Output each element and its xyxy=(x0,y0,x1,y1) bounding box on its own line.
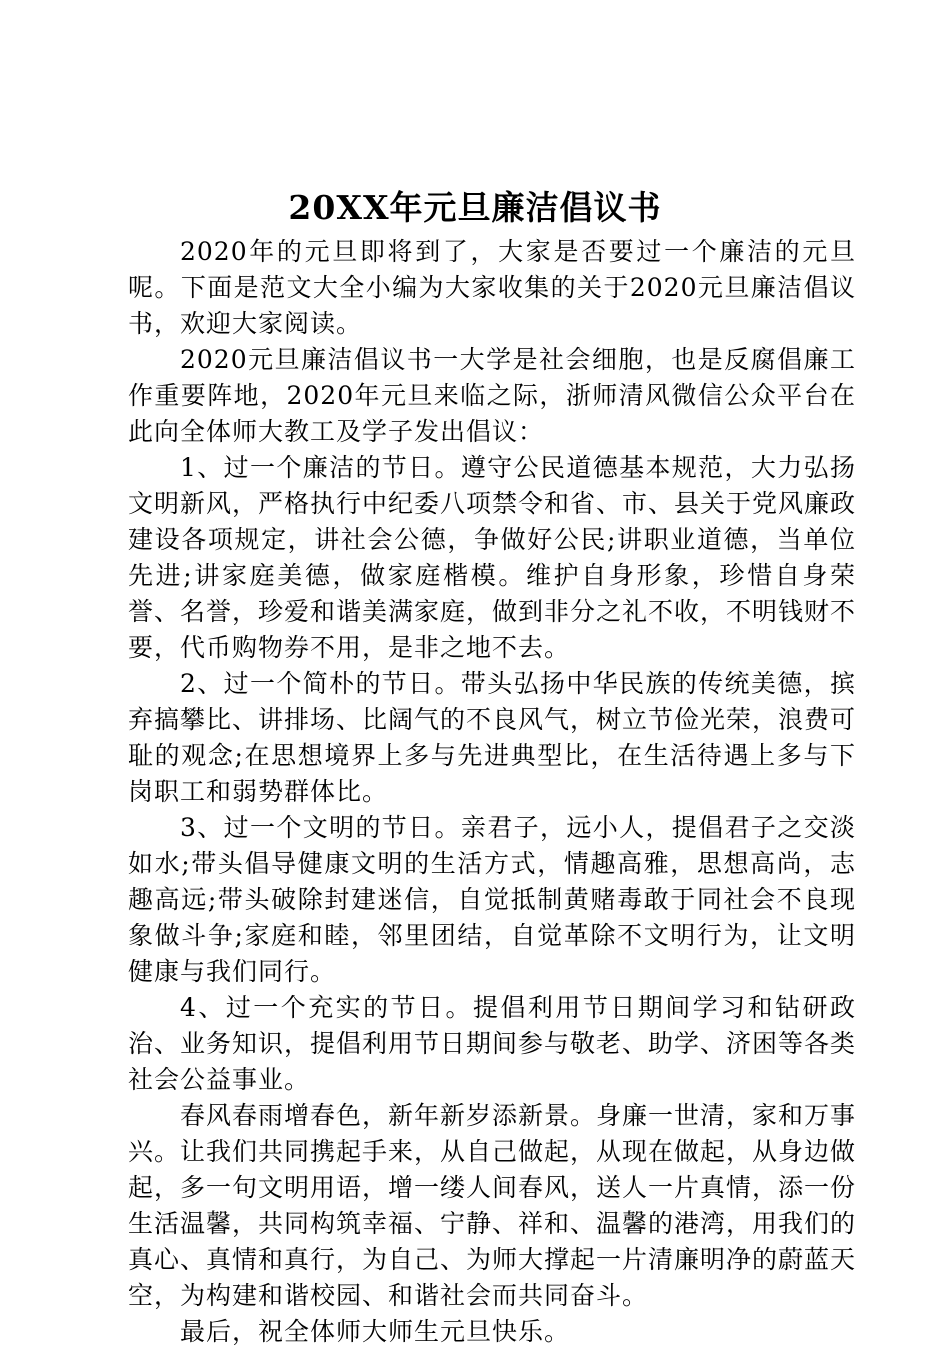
paragraph-item-3: 3、过一个文明的节日。亲君子，远小人，提倡君子之交淡如水;带头倡导健康文明的生活方式，情趣高雅，思想高尚，志趣高远;带头破除封建迷信，自觉抵制黄赌毒敢于同社会不良现象做斗争;家庭和睦，邻里团结，自觉革除不文明行为，让文明健康与我们同行。 xyxy=(128,813,856,986)
paragraph-closing: 春风春雨增春色，新年新岁添新景。身廉一世清，家和万事兴。让我们共同携起手来，从自己做起，从现在做起，从身边做起，多一句文明用语，增一缕人间春风，送人一片真情，添一份生活温馨，共同构筑幸福、宁静、祥和、温馨的港湾，用我们的真心、真情和真行，为自己、为师大撑起一片清廉明净的蔚蓝天空，为构建和谐校园、和谐社会而共同奋斗。 xyxy=(128,1101,857,1310)
paragraph-item-2: 2、过一个简朴的节日。带头弘扬中华民族的传统美德，摈弃搞攀比、讲排场、比阔气的不良风气，树立节俭光荣，浪费可耻的观念;在思想境界上多与先进典型比，在生活待遇上多与下岗职工和弱势群体比。 xyxy=(128,669,857,806)
paragraph-intro: 2020年的元旦即将到了，大家是否要过一个廉洁的元旦呢。下面是范文大全小编为大家收集的关于2020元旦廉洁倡议书，欢迎大家阅读。 xyxy=(128,237,856,338)
paragraph-preamble: 2020元旦廉洁倡议书一大学是社会细胞，也是反腐倡廉工作重要阵地，2020年元旦来临之际，浙师清风微信公众平台在此向全体师大教工及学子发出倡议： xyxy=(128,345,856,446)
document-body xyxy=(128,234,856,1350)
document-title: 20XX年元旦廉洁倡议书 xyxy=(288,188,662,227)
paragraph-final-wish: 最后，祝全体师大师生元旦快乐。 xyxy=(180,1317,571,1346)
paragraph-item-1: 1、过一个廉洁的节日。遵守公民道德基本规范，大力弘扬文明新风，严格执行中纪委八项禁令和省、市、县关于党风廉政建设各项规定，讲社会公德，争做好公民;讲职业道德，当单位先进;讲家庭美德，做家庭楷模。维护自身形象，珍惜自身荣誉、名誉，珍爱和谐美满家庭，做到非分之礼不收，不明钱财不要，代币购物券不用，是非之地不去。 xyxy=(128,453,857,662)
paragraph-item-4: 4、过一个充实的节日。提倡利用节日期间学习和钻研政治、业务知识，提倡利用节日期间参与敬老、助学、济困等各类社会公益事业。 xyxy=(128,993,857,1094)
